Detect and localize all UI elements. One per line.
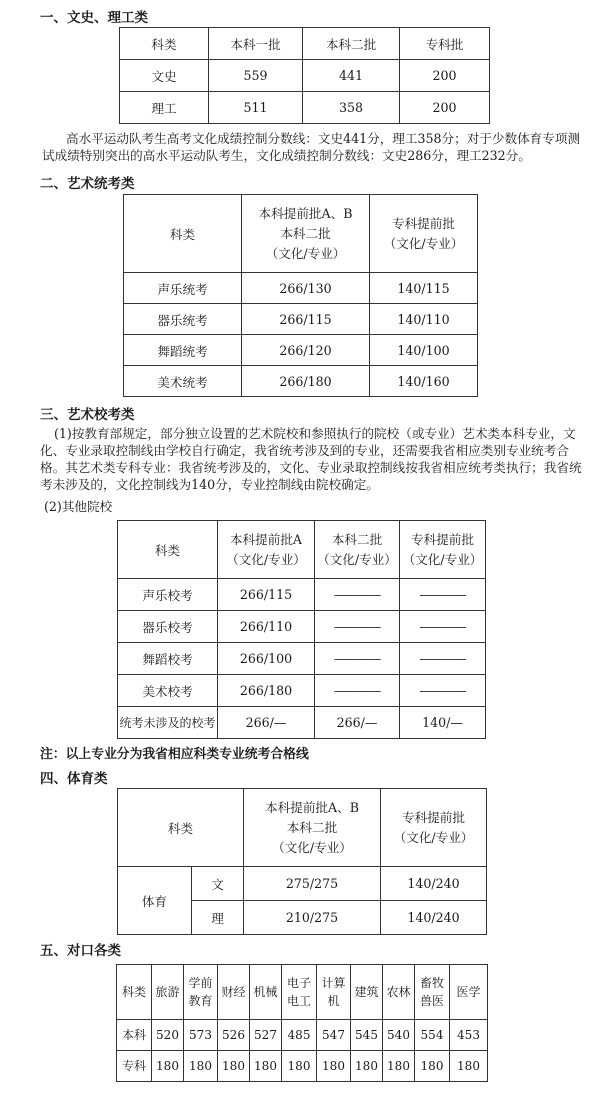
table-cell: 理工 (120, 92, 209, 124)
table-cell: 统考未涉及的校考 (118, 707, 218, 739)
table-cell: 180 (250, 1051, 282, 1082)
table-cell: ———— (315, 579, 400, 611)
subsection-title: (2)其他院校 (44, 499, 113, 514)
table-cell: 266/120 (242, 335, 370, 366)
table-sports (117, 788, 487, 935)
table-cell: ———— (315, 675, 400, 707)
header-cell: 电子 电工 (282, 965, 317, 1020)
table-cell: 180 (152, 1051, 184, 1082)
header-cell: 本科二批 （文化/专业） (315, 521, 400, 579)
table-cell: 140/— (400, 707, 486, 739)
table-cell: 本科 (117, 1020, 152, 1051)
table-cell: 180 (383, 1051, 415, 1082)
group-cell: 体育 (118, 867, 192, 935)
table-cell: 520 (152, 1020, 184, 1051)
table-cell: 180 (282, 1051, 317, 1082)
header-cell: 科类 (117, 965, 152, 1020)
table-cell: 266/115 (218, 579, 315, 611)
header-cell: 畜牧 兽医 (415, 965, 450, 1020)
header-cell: 本科提前批A （文化/专业） (218, 521, 315, 579)
header-cell: 本科提前批A、B 本科二批 （文化/专业） (242, 195, 370, 273)
table-cell: 器乐校考 (118, 611, 218, 643)
table-cell: 266/130 (242, 273, 370, 304)
header-cell: 专科提前批 （文化/专业） (370, 195, 478, 273)
header-cell: 科类 (118, 521, 218, 579)
header-cell: 科类 (118, 789, 244, 867)
table-cell: 180 (184, 1051, 218, 1082)
footnote: 注：以上专业分为我省相应科类专业统考合格线 (40, 747, 309, 762)
header-cell: 专科提前批 （文化/专业） (400, 521, 486, 579)
table-cell: ———— (400, 675, 486, 707)
table-cell: 527 (250, 1020, 282, 1051)
table-cell: 266/100 (218, 643, 315, 675)
table-cell: 540 (383, 1020, 415, 1051)
table-cell: 547 (317, 1020, 351, 1051)
table-cell: ———— (315, 643, 400, 675)
table-cell: 266/110 (218, 611, 315, 643)
table-cell: 140/160 (370, 366, 478, 397)
header-cell: 机械 (250, 965, 282, 1020)
header-cell: 建筑 (351, 965, 383, 1020)
table-cell: 266/— (218, 707, 315, 739)
table-cell: 140/110 (370, 304, 478, 335)
section-title-1: 一、文史、理工类 (40, 10, 148, 26)
table-cell: 文史 (120, 60, 209, 92)
section-title-4: 四、体育类 (40, 771, 108, 787)
table-cell: 200 (400, 60, 490, 92)
table-vocational (116, 964, 488, 1082)
table-cell: 声乐校考 (118, 579, 218, 611)
header-cell: 本科一批 (209, 28, 303, 60)
table-cell: 266/180 (242, 366, 370, 397)
table-cell: 526 (218, 1020, 250, 1051)
table-cell: ———— (315, 611, 400, 643)
header-cell: 本科提前批A、B 本科二批 （文化/专业） (244, 789, 381, 867)
table-cell: ———— (400, 643, 486, 675)
header-cell: 本科二批 (303, 28, 400, 60)
table-cell: 200 (400, 92, 490, 124)
header-cell: 财经 (218, 965, 250, 1020)
table-cell: 275/275 (244, 867, 381, 901)
section-title-2: 二、艺术统考类 (40, 176, 135, 192)
table-cell: 266/180 (218, 675, 315, 707)
table-cell: 210/275 (244, 901, 381, 935)
table-cell: 理 (192, 901, 244, 935)
table-cell: 545 (351, 1020, 383, 1051)
table-cell: 485 (282, 1020, 317, 1051)
table-cell: 140/100 (370, 335, 478, 366)
section-title-5: 五、对口各类 (40, 943, 121, 959)
table-cell: 140/240 (381, 867, 487, 901)
table-cell: 文 (192, 867, 244, 901)
section-title-3: 三、艺术校考类 (40, 407, 135, 423)
header-cell: 专科批 (400, 28, 490, 60)
table-cell: 559 (209, 60, 303, 92)
table-cell: 器乐统考 (124, 304, 242, 335)
table-cell: 180 (317, 1051, 351, 1082)
note-paragraph: 高水平运动队考生高考文化成绩控制分数线：文史441分，理工358分；对于少数体育专项测试成绩特别突出的高水平运动队考生，文化成绩控制分数线：文史286分，理工232分。 (42, 131, 581, 163)
header-cell: 学前 教育 (184, 965, 218, 1020)
table-cell: 180 (415, 1051, 450, 1082)
table-cell: 美术统考 (124, 366, 242, 397)
table-cell: 358 (303, 92, 400, 124)
rule-paragraph: (1)按教育部规定，部分独立设置的艺术院校和参照执行的院校（或专业）艺术类本科专业，文化、专业录取控制线由学校自行确定，我省统考涉及到的专业，还需要我省相应类别专业统考合格。其艺术类专科专业：我省统考涉及的，文化、专业录取控制线按我省相应统考类执行；我省统考未涉及的，文化控制线为140分，专业控制线由院校确定。 (40, 426, 582, 492)
header-cell: 科类 (120, 28, 209, 60)
table-cell: 266/115 (242, 304, 370, 335)
table-art-school (117, 520, 486, 739)
table-cell: 140/240 (381, 901, 487, 935)
table-cell: 舞蹈统考 (124, 335, 242, 366)
header-cell: 计算 机 (317, 965, 351, 1020)
header-cell: 医学 (450, 965, 488, 1020)
table-cell: 专科 (117, 1051, 152, 1082)
table-cell: ———— (400, 579, 486, 611)
table-cell: ———— (400, 611, 486, 643)
table-cell: 180 (351, 1051, 383, 1082)
header-cell: 科类 (124, 195, 242, 273)
table-cell: 美术校考 (118, 675, 218, 707)
header-cell: 农林 (383, 965, 415, 1020)
table-cell: 441 (303, 60, 400, 92)
table-cell: 453 (450, 1020, 488, 1051)
table-cell: 266/— (315, 707, 400, 739)
header-cell: 专科提前批 （文化/专业） (381, 789, 487, 867)
table-cell: 180 (450, 1051, 488, 1082)
header-cell: 旅游 (152, 965, 184, 1020)
table-cell: 140/115 (370, 273, 478, 304)
table-cell: 573 (184, 1020, 218, 1051)
table-art-unified (123, 194, 478, 397)
table-wenli (119, 27, 490, 124)
table-cell: 554 (415, 1020, 450, 1051)
table-cell: 511 (209, 92, 303, 124)
table-cell: 180 (218, 1051, 250, 1082)
table-cell: 声乐统考 (124, 273, 242, 304)
table-cell: 舞蹈校考 (118, 643, 218, 675)
